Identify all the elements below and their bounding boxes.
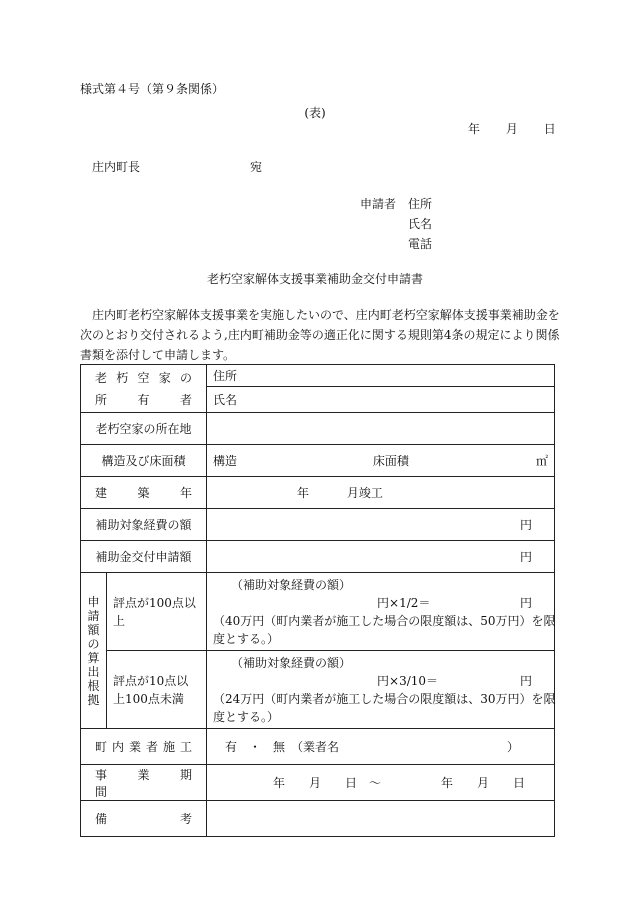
structure-field[interactable]: [207, 445, 555, 477]
statement-line-3: 書類を添付して申請します。: [80, 348, 236, 362]
case1-formula: 円×1/2＝: [377, 595, 431, 610]
basis-char: 出: [87, 664, 100, 679]
cost-label: 補助対象経費の額: [81, 509, 207, 541]
statement-line-2: 次のとおり交付されるよう,庄内町補助金等の適正化に関する規則第4条の規定により関係: [80, 328, 560, 342]
basis-char: 申: [87, 594, 100, 609]
basis-char: 額: [87, 622, 100, 637]
applicant-address-label: 住所: [408, 197, 433, 211]
date-year: 年: [468, 122, 481, 136]
basis-char: 拠: [87, 692, 100, 707]
amount-row: [81, 541, 555, 573]
amount-yen-unit: 円: [520, 550, 533, 564]
basis-char: 請: [87, 608, 100, 623]
cost-yen-unit: 円: [520, 518, 533, 532]
remarks-label: 備 考: [81, 801, 207, 837]
remarks-field[interactable]: [207, 801, 555, 837]
application-form-table: [80, 364, 555, 837]
floor-area-text: 床面積: [372, 454, 409, 468]
applicant-label: 申請者: [360, 197, 397, 211]
built-year-field[interactable]: [207, 477, 555, 509]
remarks-row: [81, 801, 555, 837]
contractor-field[interactable]: 有 ・ 無 （業者名 ）: [207, 729, 555, 765]
case2-label: 評点が10点以上100点未満: [107, 651, 207, 729]
contractor-label: 町 内 業 者 施 工: [81, 729, 207, 765]
built-year-label: 建 築 年: [81, 477, 207, 509]
case2-yen: 円: [520, 673, 533, 688]
location-label: 老朽空家の所在地: [81, 413, 207, 445]
period-label: 事 業 期 間: [81, 765, 207, 801]
location-row: [81, 413, 555, 445]
owner-name-field[interactable]: 氏名: [207, 387, 555, 413]
case1-calculation[interactable]: [207, 573, 555, 651]
date-month: 月: [505, 122, 518, 136]
contractor-row: [81, 729, 555, 765]
built-year-unit: 年: [297, 486, 310, 500]
basis-char: 算: [87, 650, 100, 665]
applicant-phone-label: 電話: [408, 237, 433, 251]
calc-case2-row: [81, 651, 555, 729]
case1-line-1: （補助対象経費の額）: [231, 577, 352, 592]
case1-yen: 円: [520, 595, 533, 610]
case1-formula-line: [213, 594, 548, 612]
case2-line-1: （補助対象経費の額）: [231, 655, 352, 670]
case2-formula: 円×3/10＝: [377, 673, 439, 688]
calculation-basis-label: [81, 573, 107, 729]
built-month-unit: 月竣工: [346, 486, 383, 500]
basis-char: の: [87, 636, 100, 651]
cost-row: [81, 509, 555, 541]
case2-note-1: （24万円（町内業者が施工した場合の限度額は、30万円）を限: [213, 691, 556, 706]
case2-calculation[interactable]: [207, 651, 555, 729]
amount-label: 補助金交付申請額: [81, 541, 207, 573]
case1-label: 評点が100点以上: [107, 573, 207, 651]
case1-note-1: （40万円（町内業者が施工した場合の限度額は、50万円）を限: [213, 613, 556, 628]
document-title: 老朽空家解体支援事業補助金交付申請書: [206, 272, 423, 286]
square-meter-unit: ㎡: [536, 454, 549, 468]
case2-note-2: 度とする。）: [213, 709, 280, 724]
application-date: [468, 120, 556, 137]
structure-label: 構造及び床面積: [81, 445, 207, 477]
period-row: [81, 765, 555, 801]
owner-label-line-2: 所 有 者: [95, 392, 193, 407]
date-day: 日: [543, 122, 556, 136]
addressee-suffix: 宛: [250, 160, 263, 174]
structure-text: 構造: [213, 454, 238, 468]
statement-line-1: 庄内町老朽空家解体支援事業を実施したいので、庄内町老朽空家解体支援事業補助金を: [92, 308, 560, 322]
cost-field[interactable]: [207, 509, 555, 541]
owner-label-line-1: 老 朽 空 家 の: [95, 370, 193, 385]
addressee: 庄内町長: [92, 160, 141, 174]
built-year-row: [81, 477, 555, 509]
application-statement: [80, 305, 560, 365]
basis-char: 根: [87, 678, 100, 693]
amount-field[interactable]: [207, 541, 555, 573]
calc-case1-row: [81, 573, 555, 651]
owner-address-field[interactable]: 住所: [207, 365, 555, 387]
owner-row-address: [81, 365, 555, 387]
location-field[interactable]: [207, 413, 555, 445]
owner-label: [81, 365, 207, 413]
period-field[interactable]: 年 月 日 ～ 年 月 日: [207, 765, 555, 801]
case1-note-2: 度とする。）: [213, 631, 280, 646]
form-number: 様式第４号（第９条関係）: [80, 82, 225, 96]
structure-row: [81, 445, 555, 477]
front-side-label: (表): [304, 106, 326, 120]
case2-formula-line: [213, 672, 548, 690]
applicant-name-label: 氏名: [408, 217, 433, 231]
